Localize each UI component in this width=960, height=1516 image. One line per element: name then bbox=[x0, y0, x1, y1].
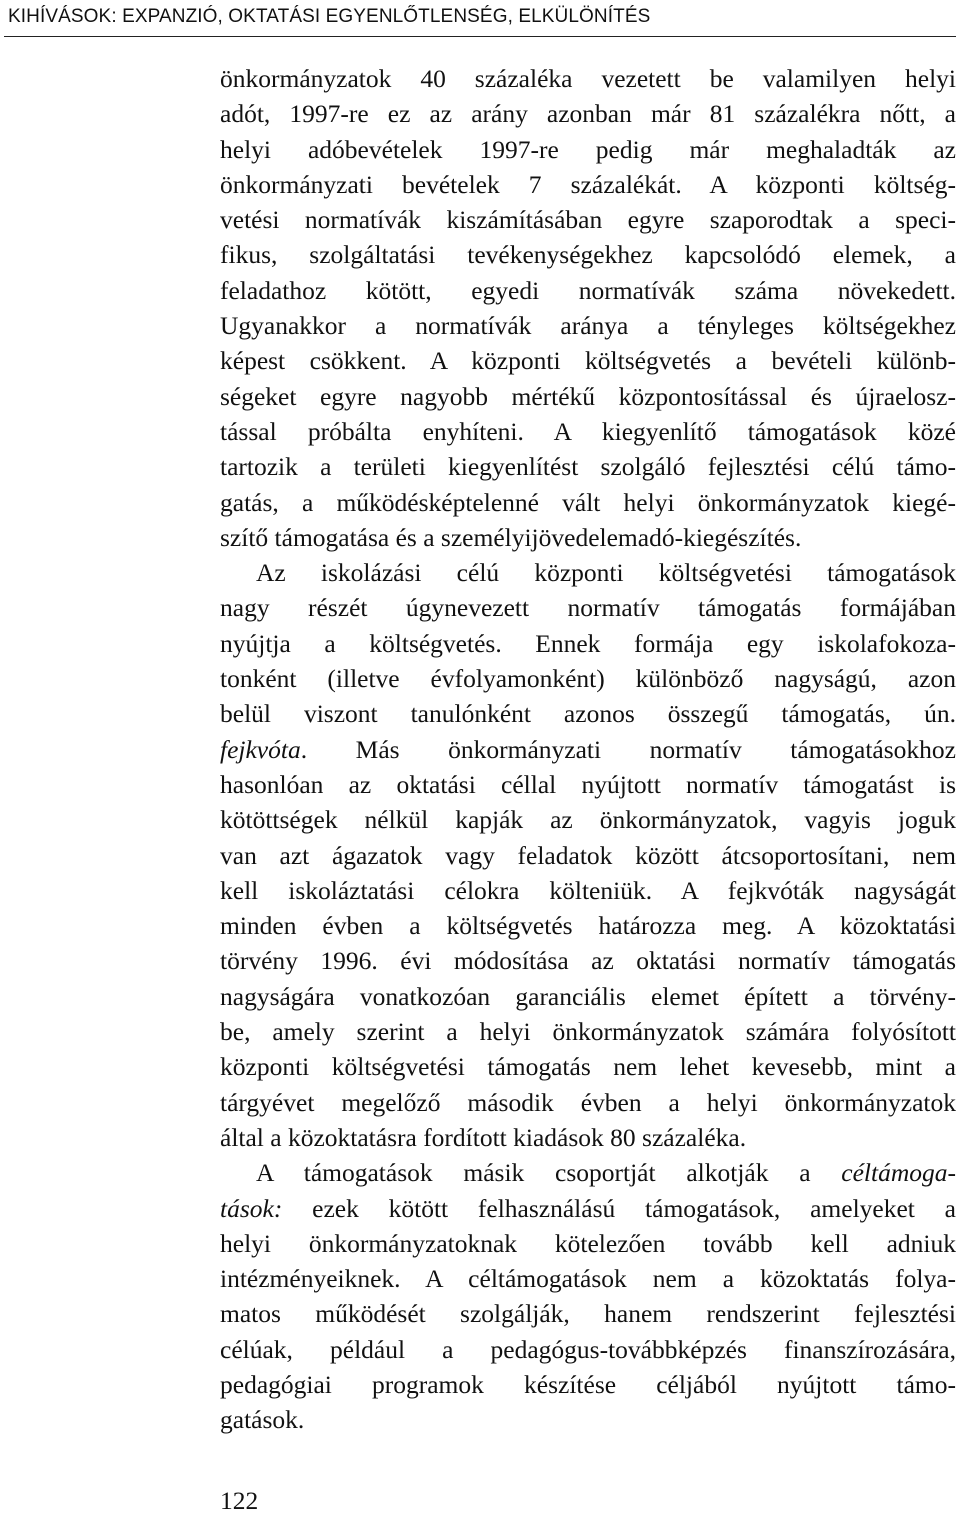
page-number: 122 bbox=[220, 1486, 259, 1515]
text-line: Az iskolázási célú központi költségvetési támogatások bbox=[256, 558, 956, 588]
text-line: gatások. bbox=[220, 1405, 305, 1435]
italic-term: fejkvóta bbox=[220, 734, 301, 764]
text-line: helyi adóbevételek 1997-re pedig már meghaladták az bbox=[220, 134, 956, 164]
text-run: A támogatások másik csoportját alkotják a bbox=[256, 1158, 842, 1188]
text-run: ezek kötött felhasználású támogatások, amelyeket a bbox=[282, 1193, 956, 1223]
text-line: gatás, a működésképtelenné vált helyi önkormányzatok kiegé- bbox=[220, 487, 956, 517]
text-line: tárgyévet megelőző második évben a helyi önkormányzatok bbox=[220, 1087, 956, 1117]
text-line: tartozik a területi kiegyenlítést szolgáló fejlesztési célú támo- bbox=[220, 452, 956, 482]
paragraph-3 bbox=[220, 1155, 956, 1437]
text-line: tonként (illetve évfolyamonként) különböző nagyságú, azon bbox=[220, 664, 956, 694]
italic-term: tások: bbox=[220, 1193, 283, 1223]
paragraph-2 bbox=[220, 555, 956, 1155]
text-line: Ugyanakkor a normatívák aránya a tényleges költségekhez bbox=[220, 311, 956, 341]
running-header: KIHÍVÁSOK: EXPANZIÓ, OKTATÁSI EGYENLŐTLENSÉG, ELKÜLÖNÍTÉS bbox=[8, 6, 651, 27]
italic-term: céltámoga- bbox=[841, 1158, 956, 1188]
text-line: matos működését szolgálják, hanem rendszerint fejlesztési bbox=[220, 1299, 956, 1329]
text-line: nagyságára vonatkozóan garanciális elemet épített a törvény- bbox=[220, 981, 956, 1011]
text-line-with-term bbox=[220, 732, 956, 767]
text-line: helyi önkormányzatoknak kötelezően tovább kell adniuk bbox=[220, 1228, 956, 1258]
header-divider bbox=[4, 36, 956, 37]
text-line: önkormányzatok 40 százaléka vezetett be valamilyen helyi bbox=[220, 64, 956, 93]
text-line: központi költségvetési támogatás nem lehet kevesebb, mint a bbox=[220, 1052, 956, 1082]
text-line-with-term bbox=[220, 1191, 956, 1226]
text-line: minden évben a költségvetés határozza meg. A közoktatási bbox=[220, 911, 956, 941]
text-line: fikus, szolgáltatási tevékenységekhez kapcsolódó elemek, a bbox=[220, 240, 956, 270]
text-line: képest csökkent. A központi költségvetés a bevételi különb- bbox=[220, 346, 956, 376]
text-line: feladathoz kötött, egyedi normatívák száma növekedett. bbox=[220, 275, 956, 305]
text-line: adót, 1997-re ez az arány azonban már 81 százalékra nőtt, a bbox=[220, 99, 956, 129]
paragraph-1 bbox=[220, 61, 956, 555]
text-line: kötöttségek nélkül kapják az önkormányzatok, vagyis joguk bbox=[220, 805, 956, 835]
text-line: hasonlóan az oktatási céllal nyújtott normatív támogatást is bbox=[220, 769, 956, 799]
text-line: van azt ágazatok vagy feladatok között átcsoportosítani, nem bbox=[220, 840, 956, 870]
text-line: szítő támogatása és a személyijövedelemadó-kiegészítés. bbox=[220, 522, 802, 552]
text-line: által a közoktatásra fordított kiadások 80 százaléka. bbox=[220, 1122, 747, 1152]
text-line-with-term bbox=[220, 1155, 956, 1190]
text-run: . Más önkormányzati normatív támogatásokhoz bbox=[300, 734, 956, 764]
text-line: nyújtja a költségvetés. Ennek formája egy iskolafokoza- bbox=[220, 628, 956, 658]
text-line: nagy részét úgynevezett normatív támogatás formájában bbox=[220, 593, 956, 623]
text-line: pedagógiai programok készítése céljából nyújtott támo- bbox=[220, 1369, 956, 1399]
text-line: tással próbálta enyhíteni. A kiegyenlítő támogatások közé bbox=[220, 416, 956, 446]
text-line: önkormányzati bevételek 7 százalékát. A központi költség- bbox=[220, 169, 956, 199]
text-line: belül viszont tanulónként azonos összegű támogatás, ún. bbox=[220, 699, 956, 729]
text-line: törvény 1996. évi módosítása az oktatási normatív támogatás bbox=[220, 946, 956, 976]
text-line: célúak, például a pedagógus-továbbképzés finanszírozására, bbox=[220, 1334, 956, 1364]
text-line: be, amely szerint a helyi önkormányzatok számára folyósított bbox=[220, 1017, 956, 1047]
text-line: kell iskoláztatási célokra költeniük. A fejkvóták nagyságát bbox=[220, 875, 956, 905]
text-line: vetési normatívák kiszámításában egyre szaporodtak a speci- bbox=[220, 205, 956, 235]
body-text bbox=[220, 61, 956, 1438]
text-line: ségeket egyre nagyobb mértékű központosítással és újraelosz- bbox=[220, 381, 956, 411]
text-line: intézményeiknek. A céltámogatások nem a közoktatás folya- bbox=[220, 1264, 956, 1294]
